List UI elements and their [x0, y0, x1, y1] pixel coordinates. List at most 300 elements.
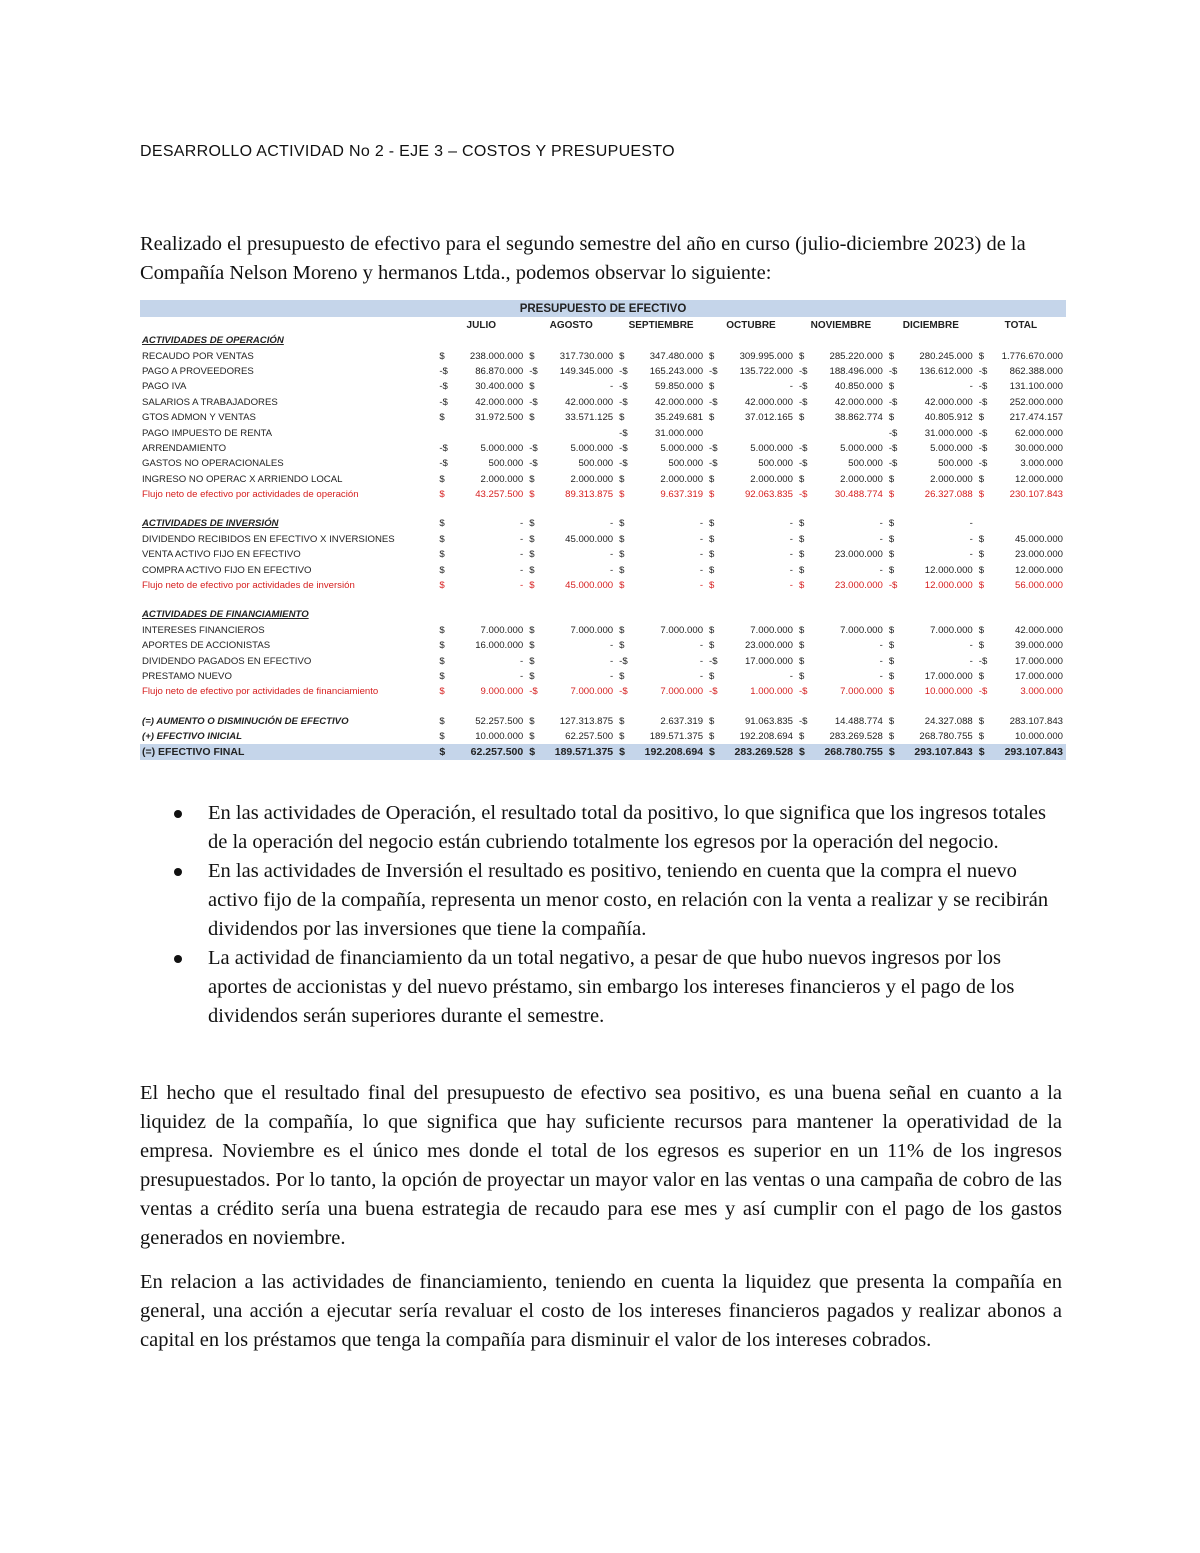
currency-sign: $ — [709, 671, 715, 682]
amount-cell: - — [699, 533, 704, 545]
currency-sign: $ — [529, 518, 535, 530]
amount-cell: - — [520, 671, 524, 682]
amount-cell: - — [699, 655, 704, 667]
amount-cell: 45.000.000 — [565, 580, 614, 592]
amount-cell: - — [699, 580, 704, 592]
amount-cell: 192.208.694 — [739, 731, 793, 743]
final-total-row — [140, 744, 1066, 759]
amount-cell: - — [879, 564, 883, 576]
amount-cell: 42.000.000 — [924, 396, 973, 408]
amount-cell: 135.722.000 — [739, 365, 793, 377]
amount-cell: 30.400.000 — [475, 381, 524, 393]
amount-cell: 23.000.000 — [1014, 549, 1063, 561]
currency-sign — [436, 425, 456, 440]
amount-cell: 12.000.000 — [1014, 564, 1063, 576]
currency-sign: $ — [798, 624, 805, 636]
table-row — [140, 562, 1066, 577]
amount-cell: 9.000.000 — [480, 686, 524, 698]
amount-cell: 62.000.000 — [1014, 427, 1063, 439]
amount-cell: 89.313.875 — [565, 489, 614, 501]
amount-cell: 1.000.000 — [750, 686, 793, 698]
amount-cell: 189.571.375 — [649, 731, 704, 743]
currency-sign: -$ — [978, 686, 988, 698]
table-row — [140, 487, 1066, 502]
month-header-row — [140, 317, 1066, 333]
amount-cell: 9.637.319 — [660, 489, 704, 501]
currency-sign: $ — [709, 731, 715, 743]
currency-sign — [526, 333, 546, 348]
amount-cell: 31.000.000 — [655, 427, 704, 439]
amount-cell: 31.000.000 — [924, 427, 973, 439]
amount-cell: 230.107.843 — [1009, 489, 1063, 501]
currency-sign: -$ — [439, 381, 448, 393]
amount-cell: - — [879, 671, 883, 682]
currency-sign: -$ — [888, 442, 898, 454]
currency-sign: $ — [976, 744, 996, 759]
spacer-cell — [140, 700, 1066, 714]
amount-cell: - — [789, 381, 793, 393]
currency-sign: -$ — [888, 580, 898, 592]
currency-sign: $ — [888, 671, 895, 682]
amount-cell — [816, 607, 885, 622]
table-row — [140, 532, 1066, 547]
currency-sign: $ — [619, 640, 625, 652]
amount-cell — [457, 333, 526, 348]
amount-cell: - — [699, 518, 704, 530]
currency-sign: $ — [978, 624, 985, 636]
currency-sign — [886, 607, 906, 622]
currency-sign: $ — [619, 473, 625, 485]
amount-cell: - — [520, 655, 524, 667]
currency-sign: $ — [888, 412, 895, 424]
bullet-text: En las actividades de Operación, el resultado total da positivo, lo que significa que los ingresos totales de la operación del negocio están cubriendo totalmente los egresos por la operación del negocio. — [208, 802, 1047, 853]
currency-sign: $ — [978, 533, 985, 545]
amount-cell: - — [520, 533, 524, 545]
currency-sign: $ — [709, 624, 715, 636]
table-row — [140, 472, 1066, 487]
currency-sign: $ — [439, 671, 445, 682]
amount-cell: 12.000.000 — [924, 580, 973, 592]
amount-cell: 24.327.088 — [924, 715, 973, 727]
conclusion-bullets — [170, 799, 1062, 1031]
currency-sign: $ — [888, 624, 895, 636]
amount-cell: 39.000.000 — [1014, 640, 1063, 652]
currency-sign: -$ — [709, 442, 718, 454]
currency-sign: -$ — [709, 396, 718, 408]
amount-cell: 283.269.528 — [829, 731, 883, 743]
currency-sign: $ — [619, 731, 625, 743]
currency-sign: $ — [439, 549, 445, 561]
row-label: (=) EFECTIVO FINAL — [140, 744, 436, 759]
amount-cell: 188.496.000 — [829, 365, 883, 377]
row-label: ACTIVIDADES DE FINANCIAMIENTO — [142, 609, 309, 621]
amount-cell: - — [969, 518, 973, 530]
amount-cell — [547, 607, 616, 622]
amount-cell: 5.000.000 — [480, 442, 524, 454]
amount-cell: 127.313.875 — [559, 715, 614, 727]
currency-sign: -$ — [798, 715, 808, 727]
row-label: INGRESO NO OPERAC X ARRIENDO LOCAL — [142, 473, 343, 485]
currency-sign: $ — [888, 533, 895, 545]
month-header: SEPTIEMBRE — [628, 319, 694, 331]
currency-sign — [526, 425, 546, 440]
currency-sign: -$ — [619, 442, 628, 454]
amount-cell: 347.480.000 — [649, 350, 704, 362]
currency-sign: $ — [978, 731, 985, 743]
amount-cell: 317.730.000 — [559, 350, 614, 362]
amount-cell: 293.107.843 — [906, 744, 975, 759]
currency-sign: $ — [439, 350, 445, 362]
amount-cell: 7.000.000 — [660, 686, 704, 698]
amount-cell: 136.612.000 — [919, 365, 973, 377]
amount-cell: 500.000 — [578, 458, 614, 470]
currency-sign: $ — [436, 744, 456, 759]
table-row — [140, 653, 1066, 668]
currency-sign: $ — [439, 518, 445, 530]
currency-sign: $ — [439, 640, 445, 652]
amount-cell: 7.000.000 — [660, 624, 704, 636]
amount-cell: - — [879, 640, 883, 652]
currency-sign — [706, 333, 726, 348]
bullet-item — [170, 944, 1062, 1031]
amount-cell: - — [789, 564, 793, 576]
row-label: DIVIDENDO PAGADOS EN EFECTIVO — [142, 655, 312, 667]
currency-sign: $ — [709, 473, 715, 485]
amount-cell: - — [969, 381, 973, 393]
amount-cell: 280.245.000 — [919, 350, 973, 362]
header-blank — [140, 317, 436, 333]
table-title: PRESUPUESTO DE EFECTIVO — [140, 300, 1066, 317]
amount-cell — [816, 425, 885, 440]
amount-cell — [816, 333, 885, 348]
currency-sign — [706, 607, 726, 622]
amount-cell: 37.012.165 — [744, 412, 793, 424]
currency-sign: -$ — [529, 396, 538, 408]
currency-sign — [976, 333, 996, 348]
currency-sign: $ — [978, 549, 985, 561]
currency-sign: -$ — [529, 442, 538, 454]
amount-cell: 283.269.528 — [726, 744, 795, 759]
amount-cell: 5.000.000 — [660, 442, 704, 454]
row-label: ARRENDAMIENTO — [142, 442, 227, 454]
amount-cell: 30.488.774 — [834, 489, 883, 501]
amount-cell: 7.000.000 — [930, 624, 973, 636]
amount-cell: 238.000.000 — [469, 350, 524, 362]
amount-cell — [726, 425, 795, 440]
currency-sign: $ — [709, 412, 715, 424]
currency-sign: $ — [978, 489, 985, 501]
currency-sign — [616, 333, 636, 348]
amount-cell: 5.000.000 — [930, 442, 973, 454]
amount-cell: 268.780.755 — [919, 731, 973, 743]
amount-cell — [637, 607, 706, 622]
currency-sign: $ — [529, 564, 535, 576]
row-label: COMPRA ACTIVO FIJO EN EFECTIVO — [142, 564, 312, 576]
row-label: PAGO IMPUESTO DE RENTA — [142, 427, 273, 439]
row-label: GTOS ADMON Y VENTAS — [142, 412, 256, 424]
currency-sign: $ — [529, 533, 535, 545]
month-header: DICIEMBRE — [902, 319, 959, 331]
table-title-row — [140, 300, 1066, 317]
amount-cell: 42.000.000 — [655, 396, 704, 408]
amount-cell: - — [789, 580, 793, 592]
currency-sign: -$ — [619, 655, 628, 667]
amount-cell: 283.107.843 — [1009, 715, 1063, 727]
currency-sign: $ — [529, 350, 535, 362]
row-label: PAGO A PROVEEDORES — [142, 365, 254, 377]
amount-cell: - — [879, 533, 883, 545]
amount-cell: 40.850.000 — [834, 381, 883, 393]
amount-cell: - — [609, 381, 614, 393]
currency-sign: $ — [888, 381, 895, 393]
currency-sign: -$ — [888, 427, 898, 439]
currency-sign: -$ — [619, 381, 628, 393]
currency-sign: $ — [529, 715, 535, 727]
amount-cell: 17.000.000 — [744, 655, 793, 667]
bullet-text: En las actividades de Inversión el resultado es positivo, teniendo en cuenta que la compra el nuevo activo fijo de la compañía, representa un menor costo, en relación con la venta a realizar y se recibirán dividendos por las inversiones que tiene la compañía. — [208, 860, 1049, 940]
amount-cell: 7.000.000 — [750, 624, 793, 636]
amount-cell: - — [879, 655, 883, 667]
paragraph-liquidity: El hecho que el resultado final del presupuesto de efectivo sea positivo, es una buena señal en cuanto a la liquidez de la compañía, lo que significa que hay suficiente recursos para mantener la operatividad de la empresa. Noviembre es el único mes donde el total de los egresos es superior en un 11% de los ingresos presupuestados. Por lo tanto, la opción de proyectar un mayor valor en las ventas o una campaña de cobro de las ventas a crédito sería una buena estrategia de recaudo para ese mes y así cumplir con el pago de los gastos generados en noviembre. — [140, 1082, 1062, 1249]
amount-cell: - — [969, 655, 973, 667]
row-label: DIVIDENDO RECIBIDOS EN EFECTIVO X INVERSIONES — [142, 533, 395, 545]
currency-sign: -$ — [798, 489, 808, 501]
row-label: Flujo neto de efectivo por actividades de financiamiento — [142, 686, 379, 698]
currency-sign: $ — [709, 489, 715, 501]
currency-sign: $ — [888, 686, 895, 698]
row-label: (=) AUMENTO O DISMINUCIÓN DE EFECTIVO — [142, 715, 349, 727]
month-header: OCTUBRE — [726, 319, 776, 331]
paragraph-financing: En relacion a las actividades de financiamiento, teniendo en cuenta la liquidez que presenta la compañía en general, una acción a ejecutar sería revaluar el costo de los intereses financieros pagados y realizar abonos a capital en los préstamos que tenga la compañía para disminuir el valor de los intereses cobrados. — [140, 1271, 1062, 1351]
table-row — [140, 684, 1066, 699]
currency-sign: $ — [529, 381, 535, 393]
currency-sign: -$ — [709, 458, 718, 470]
table-row — [140, 348, 1066, 363]
amount-cell: 30.000.000 — [1014, 442, 1063, 454]
currency-sign: $ — [529, 731, 535, 743]
currency-sign: -$ — [798, 458, 808, 470]
amount-cell: - — [609, 564, 614, 576]
amount-cell: 42.000.000 — [565, 396, 614, 408]
amount-cell: 17.000.000 — [1014, 655, 1063, 667]
amount-cell: 189.571.375 — [547, 744, 616, 759]
table-row — [140, 425, 1066, 440]
amount-cell: - — [609, 549, 614, 561]
currency-sign — [436, 333, 456, 348]
currency-sign: $ — [619, 412, 625, 424]
row-label: PAGO IVA — [142, 381, 187, 393]
currency-sign: $ — [619, 671, 625, 682]
amount-cell — [996, 516, 1066, 531]
amount-cell: 192.208.694 — [637, 744, 706, 759]
row-label: VENTA ACTIVO FIJO EN EFECTIVO — [142, 549, 301, 561]
amount-cell: 23.000.000 — [834, 580, 883, 592]
amount-cell — [996, 333, 1066, 348]
currency-sign: $ — [619, 350, 625, 362]
row-label: Flujo neto de efectivo por actividades de inversión — [142, 580, 355, 592]
currency-sign: $ — [439, 580, 445, 592]
amount-cell: - — [699, 549, 704, 561]
currency-sign: $ — [439, 564, 445, 576]
month-header: JULIO — [466, 319, 496, 331]
amount-cell: 23.000.000 — [834, 549, 883, 561]
currency-sign: -$ — [798, 442, 808, 454]
currency-sign: -$ — [709, 365, 718, 377]
bullet-dot-icon — [174, 868, 182, 876]
amount-cell: 56.000.000 — [1014, 580, 1063, 592]
amount-cell: - — [699, 671, 704, 682]
currency-sign: -$ — [978, 427, 988, 439]
amount-cell: - — [520, 564, 524, 576]
currency-sign: $ — [709, 533, 715, 545]
amount-cell: 45.000.000 — [1014, 533, 1063, 545]
amount-cell: 35.249.681 — [655, 412, 704, 424]
currency-sign: $ — [619, 624, 625, 636]
row-label: INTERESES FINANCIEROS — [142, 624, 265, 636]
currency-sign: $ — [798, 655, 805, 667]
currency-sign: -$ — [529, 365, 538, 377]
currency-sign: $ — [619, 564, 625, 576]
currency-sign: $ — [798, 580, 805, 592]
amount-cell: 500.000 — [938, 458, 973, 470]
currency-sign — [616, 607, 636, 622]
amount-cell: 5.000.000 — [840, 442, 883, 454]
table-row — [140, 669, 1066, 684]
amount-cell: 42.000.000 — [1014, 624, 1063, 636]
amount-cell — [547, 333, 616, 348]
amount-cell: 131.100.000 — [1009, 381, 1063, 393]
currency-sign: $ — [709, 640, 715, 652]
amount-cell: - — [609, 518, 614, 530]
amount-cell: 3.000.000 — [1020, 458, 1063, 470]
bullet-dot-icon — [174, 955, 182, 963]
currency-sign: -$ — [798, 381, 808, 393]
amount-cell: 2.000.000 — [840, 473, 883, 485]
amount-cell: 285.220.000 — [829, 350, 883, 362]
bullet-item — [170, 857, 1062, 944]
spacer-cell — [140, 593, 1066, 607]
amount-cell: 59.850.000 — [655, 381, 704, 393]
currency-sign: -$ — [619, 686, 628, 698]
currency-sign: $ — [709, 350, 715, 362]
row-label: ACTIVIDADES DE OPERACIÓN — [142, 335, 284, 347]
currency-sign: $ — [798, 518, 805, 530]
currency-sign: $ — [798, 564, 805, 576]
currency-sign: $ — [888, 518, 895, 530]
table-row — [140, 623, 1066, 638]
currency-sign: $ — [529, 655, 535, 667]
amount-cell: 2.000.000 — [660, 473, 704, 485]
amount-cell — [906, 333, 975, 348]
month-header: NOVIEMBRE — [810, 319, 872, 331]
row-label: SALARIOS A TRABAJADORES — [142, 396, 278, 408]
row-label: (+) EFECTIVO INICIAL — [142, 731, 242, 743]
currency-sign: $ — [796, 744, 816, 759]
amount-cell: 217.474.157 — [1009, 412, 1063, 424]
currency-sign: -$ — [978, 396, 988, 408]
currency-sign: -$ — [888, 458, 898, 470]
currency-sign: $ — [529, 580, 535, 592]
amount-cell: 500.000 — [488, 458, 524, 470]
amount-cell — [726, 333, 795, 348]
bullet-text: La actividad de financiamiento da un total negativo, a pesar de que hubo nuevos ingresos por los aportes de accionistas y del nuevo préstamo, sin embargo los intereses financieros y el pago de los dividendos serán superiores durante el semestre. — [208, 947, 1015, 1027]
amount-cell: - — [969, 640, 973, 652]
amount-cell: 252.000.000 — [1009, 396, 1063, 408]
spacer-row — [140, 700, 1066, 714]
amount-cell — [457, 425, 526, 440]
amount-cell: - — [789, 549, 793, 561]
bullet-item — [170, 799, 1062, 857]
currency-sign: $ — [978, 580, 985, 592]
currency-sign: $ — [888, 715, 895, 727]
amount-cell: 33.571.125 — [565, 412, 614, 424]
amount-cell: 26.327.088 — [924, 489, 973, 501]
currency-sign: $ — [619, 533, 625, 545]
currency-sign: $ — [709, 549, 715, 561]
amount-cell — [637, 333, 706, 348]
amount-cell — [547, 425, 616, 440]
currency-sign: $ — [978, 412, 985, 424]
amount-cell: 862.388.000 — [1009, 365, 1063, 377]
currency-sign: $ — [886, 744, 906, 759]
table-row — [140, 410, 1066, 425]
amount-cell: 62.257.500 — [457, 744, 526, 759]
currency-sign: -$ — [529, 458, 538, 470]
currency-sign: $ — [888, 564, 895, 576]
amount-cell: 7.000.000 — [840, 624, 883, 636]
amount-cell: - — [789, 518, 793, 530]
amount-cell: 40.805.912 — [924, 412, 973, 424]
total-header: TOTAL — [1004, 319, 1038, 331]
amount-cell: - — [789, 533, 793, 545]
currency-sign: $ — [888, 640, 895, 652]
amount-cell: - — [969, 533, 973, 545]
amount-cell: 86.870.000 — [475, 365, 524, 377]
month-header: AGOSTO — [549, 319, 593, 331]
currency-sign: $ — [978, 671, 985, 682]
row-label: GASTOS NO OPERACIONALES — [142, 458, 284, 470]
currency-sign: $ — [529, 640, 535, 652]
currency-sign — [436, 607, 456, 622]
currency-sign: $ — [798, 731, 805, 743]
currency-sign: $ — [706, 744, 726, 759]
spacer-row — [140, 593, 1066, 607]
currency-sign: $ — [619, 580, 625, 592]
amount-cell: 2.000.000 — [750, 473, 793, 485]
amount-cell: 38.862.774 — [834, 412, 883, 424]
amount-cell: - — [520, 580, 524, 592]
currency-sign: $ — [709, 715, 715, 727]
amount-cell: - — [609, 671, 614, 682]
amount-cell: 52.257.500 — [475, 715, 524, 727]
currency-sign: $ — [529, 624, 535, 636]
amount-cell: 5.000.000 — [570, 442, 614, 454]
currency-sign: $ — [978, 473, 985, 485]
table-row — [140, 578, 1066, 593]
amount-cell: 7.000.000 — [840, 686, 883, 698]
currency-sign: $ — [798, 640, 805, 652]
amount-cell: 14.488.774 — [834, 715, 883, 727]
amount-cell: 500.000 — [668, 458, 704, 470]
currency-sign: $ — [439, 533, 445, 545]
table-row — [140, 379, 1066, 394]
table-row — [140, 638, 1066, 653]
section-header-row — [140, 607, 1066, 622]
table-row — [140, 714, 1066, 729]
currency-sign: -$ — [439, 365, 448, 377]
amount-cell: - — [609, 640, 614, 652]
currency-sign: -$ — [709, 686, 718, 698]
